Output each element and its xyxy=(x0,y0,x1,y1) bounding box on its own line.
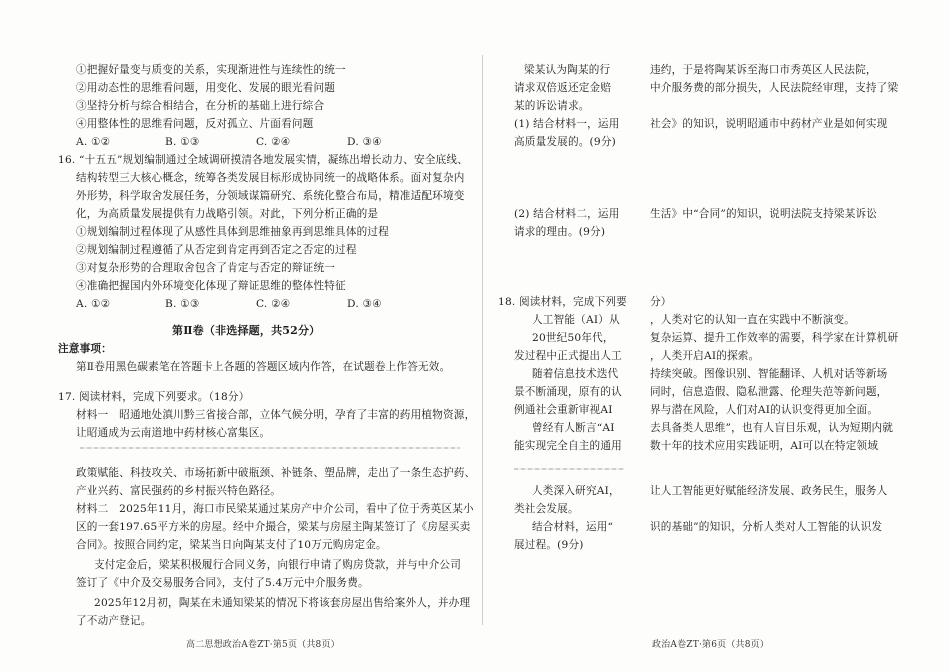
q18-title: 18. 阅读材料，完成下列要 xyxy=(498,296,627,308)
q17-material2-line7: 了不动产登记。 xyxy=(76,615,152,627)
q18-line11-tail: 识的基础”的知识，分析人类对人工智能的认识发 xyxy=(650,521,883,533)
q16-stem-4: 化，为高质量发展提供有力战略引领。对此，下列分析正确的是 xyxy=(76,208,379,220)
q16-answer-d: D. ③④ xyxy=(347,298,382,310)
notice-text: 第Ⅱ卷用黑色碳素笔在答题卡上各题的答题区域内作答，在试题卷上作答无效。 xyxy=(76,361,451,373)
q17-material2-line4: 支付定金后，梁某积极履行合同义务，向银行申请了购房贷款，并与中介公司 xyxy=(94,559,461,571)
q15-answer-b: B. ①③ xyxy=(165,136,200,148)
q17-material1-line3: 政策赋能、科技攻关、市场拓新中破瓶颈、补链条、塑品牌，走出了一条生态护药、 xyxy=(76,467,476,479)
q18-line6: 例通社会重新审视AI xyxy=(514,404,613,416)
q18-line9-tail: 让人工智能更好赋能经济发展、政务民生，服务人 xyxy=(650,485,888,497)
q17-material1-line4: 产业兴药、富民强药的乡村振兴特色路径。 xyxy=(76,485,282,497)
q16-stem-2: 结构转型三大核心概念，统筹各类发展目标形成协同统一的战略体系。面对复杂内 xyxy=(76,172,465,184)
q17-material1-line2: 让昭通成为云南道地中药材核心富集区。 xyxy=(76,427,271,439)
q18-line4-tail: 持续突破。图像识别、智能翻译、人机对话等新场 xyxy=(650,368,888,380)
q18-line1-tail: ，人类对它的认知一直在实践中不断演变。 xyxy=(650,314,856,326)
q17-material2-line1: 材料二 2025年11月，海口市民梁某通过某房产中介公司，看中了位于秀英区某小 xyxy=(76,503,474,515)
q17-material2-line6: 2025年12月初，陶某在未通知梁某的情况下将该套房屋出售给案外人，并办理 xyxy=(94,597,471,609)
q15-answer-d: D. ③④ xyxy=(347,136,382,148)
q18-line7-tail: 去具备类人思维”，也有人盲目乐观，认为短期内就 xyxy=(650,422,894,434)
q15-answer-c: C. ②④ xyxy=(256,136,291,148)
notice-title: 注意事项： xyxy=(58,343,112,355)
q17-sub1-tail: 社会》的知识，说明昭通市中药材产业是如何实现 xyxy=(650,118,888,130)
q17-cont-line3: 某的诉讼请求。 xyxy=(514,100,590,112)
q16-answer-b: B. ①③ xyxy=(165,298,200,310)
q16-stem-3: 外形势，科学取舍发展任务，分领域谋篇研究、系统化整合布局，精准适配环境变 xyxy=(76,190,465,202)
q17-sub2-line2: 请求的理由。(9分) xyxy=(514,226,606,238)
section-title: 第Ⅱ卷（非选择题，共52分） xyxy=(172,324,321,337)
q18-line1: 人工智能（AI）从 xyxy=(532,314,620,326)
q15-option-2: ②用动态性的思维看问题，用变化、发展的眼光看问题 xyxy=(76,82,336,94)
q17-material2-line3: 合同》。按照合同约定，梁某当日向陶某支付了10万元购房定金。 xyxy=(76,539,387,551)
q17-sub2-tail: 生活》中“合同”的知识，说明法院支持梁某诉讼 xyxy=(650,208,878,220)
q17-cont-line2-tail: 中介服务费的部分损失，人民法院经审理，支持了梁 xyxy=(650,82,899,94)
q17-material2-line5: 签订了《中介及交易服务合同》，支付了5.4万元中介服务费。 xyxy=(76,577,369,589)
q18-line5: 景不断涌现，原有的认 xyxy=(514,386,622,398)
q17-sub1-line1: (1) 结合材料一，运用 xyxy=(514,118,620,130)
page-crease-right xyxy=(514,468,624,470)
q18-line12: 展过程。(9分) xyxy=(514,539,584,551)
q17-sub1-line2: 高质量发展的。(9分) xyxy=(514,136,616,148)
page-crease xyxy=(80,447,460,449)
right-page-fragment-column xyxy=(490,0,640,672)
q16-option-3: ③对复杂形势的合理取舍包含了肯定与否定的辩证统一 xyxy=(76,262,336,274)
q15-option-1: ①把握好量变与质变的关系，实现渐进性与连续性的统一 xyxy=(76,64,346,76)
q18-line8: 能实现完全自主的通用 xyxy=(514,440,622,452)
q18-line2-tail: 复杂运算、提升工作效率的需要，科学家在计算机研 xyxy=(650,332,899,344)
q17-cont-line1: 梁某认为陶某的行 xyxy=(524,64,611,76)
q18-line6-tail: 界与潜在风险，人们对AI的认识变得更加全面。 xyxy=(650,404,879,416)
q18-line3-tail: ，人类开启AI的探索。 xyxy=(650,350,760,362)
q16-stem-1: 16. “十五五”规划编制通过全域调研摸清各地发展实情，凝练出增长动力、安全底线、 xyxy=(58,154,469,166)
q18-line2: 20世纪50年代， xyxy=(532,332,614,344)
page-footer-right: 政治A卷ZT·第6页（共8页） xyxy=(652,640,770,650)
q16-answer-c: C. ②④ xyxy=(256,298,291,310)
q18-line10: 类社会发展。 xyxy=(514,503,579,515)
page-footer-left: 高二思想政治A卷ZT·第5页（共8页） xyxy=(186,640,340,650)
q17-cont-line1-tail: 违约，于是将陶某诉至海口市秀英区人民法院， xyxy=(650,64,877,76)
q18-line8-tail: 数十年的技术应用实践证明，AI可以在特定领域 xyxy=(650,440,879,452)
q18-line7: 曾经有人断言“AI xyxy=(532,422,615,434)
page-divider xyxy=(482,55,483,625)
q15-option-3: ③坚持分析与综合相结合，在分析的基础上进行综合 xyxy=(76,100,325,112)
q18-line5-tail: 同时，信息造假、隐私泄露、伦理失范等新问题， xyxy=(650,386,888,398)
q15-option-4: ④用整体性的思维看问题，反对孤立、片面看问题 xyxy=(76,118,314,130)
q18-title-tail: 分） xyxy=(650,296,672,308)
q16-answer-a: A. ①② xyxy=(76,298,111,310)
q16-option-2: ②规划编制过程遵循了从否定到肯定再到否定之否定的过程 xyxy=(76,244,357,256)
q17-cont-line2: 请求双倍返还定金赔 xyxy=(514,82,612,94)
q18-line11: 结合材料，运用“ xyxy=(532,521,614,533)
q17-material1-line1: 材料一 昭通地处滇川黔三省接合部，立体气候分明，孕育了丰富的药用植物资源， xyxy=(76,409,476,421)
q15-answer-a: A. ①② xyxy=(76,136,111,148)
q18-line9: 人类深入研究AI， xyxy=(532,485,620,497)
q18-line4: 随着信息技术迭代 xyxy=(532,368,619,380)
right-page-main-column xyxy=(646,0,946,672)
q17-material2-line2: 区的一套197.65平方米的房屋。经中介撮合，梁某与房屋主陶某签订了《房屋买卖 xyxy=(76,521,471,533)
q17-title: 17. 阅读材料，完成下列要求。（18分） xyxy=(58,391,250,403)
q16-option-4: ④准确把握国内外环境变化体现了辩证思维的整体性特征 xyxy=(76,280,346,292)
q16-option-1: ①规划编制过程体现了从感性具体到思维抽象再到思维具体的过程 xyxy=(76,226,390,238)
q18-line3: 发过程中正式提出人工 xyxy=(514,350,622,362)
q17-sub2-line1: (2) 结合材料二，运用 xyxy=(514,208,620,220)
